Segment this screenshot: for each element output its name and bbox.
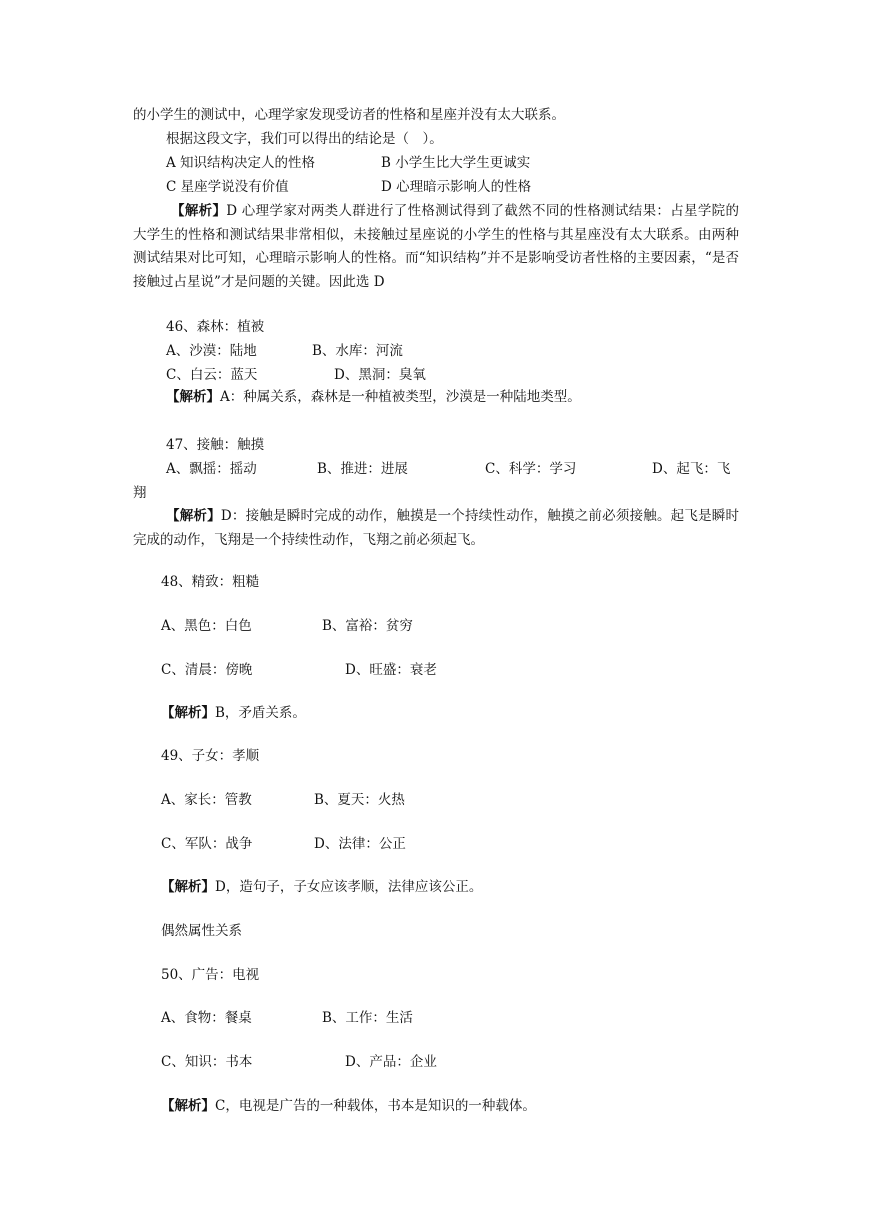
q49-analysis (161, 876, 482, 900)
analysis-tag: 【解析】 (171, 203, 227, 219)
analysis-text: A：种属关系，森林是一种植被类型，沙漠是一种陆地类型。 (220, 389, 581, 405)
q50-option-d: D、产品：企业 (345, 1054, 437, 1070)
q48-analysis (161, 702, 306, 726)
q48-option-d: D、旺盛：衰老 (345, 662, 437, 678)
q50-option-a: A、食物：餐桌 (161, 1010, 252, 1026)
q50-option-c: C、知识：书本 (161, 1054, 253, 1070)
analysis-text: D 心理学家对两类人群进行了性格测试得到了截然不同的性格测试结果：占星学院的大学生的性格和测试结果非常相似，未接触过星座说的小学生的性格与其星座没有太大联系。由两种测试结果对比可知，心理暗示影响人的性格。而“知识结构”并不是影响受访者性格的主要因素，“是否接触过占星说”才是问题的关键。因此选 D (133, 203, 739, 290)
question-49-title: 49、子女：孝顺 (161, 748, 260, 764)
question-48-title: 48、精致：粗糙 (161, 574, 260, 590)
q47-option-a: A、飘摇：摇动 (166, 461, 257, 477)
q47-option-d-continued: 翔 (133, 485, 147, 501)
q47-option-b: B、推进：进展 (317, 461, 408, 477)
q49-option-c: C、军队：战争 (161, 836, 253, 852)
q50-analysis (161, 1095, 536, 1119)
analysis-text: D：接触是瞬时完成的动作，触摸是一个持续性动作，触摸之前必须接触。起飞是瞬时完成的动作，飞翔是一个持续性动作，飞翔之前必须起飞。 (133, 508, 740, 548)
section-heading: 偶然属性关系 (161, 923, 242, 939)
analysis-tag: 【解析】 (166, 389, 220, 405)
option-c: C 星座学说没有价值 (166, 179, 289, 195)
analysis-text: B，矛盾关系。 (215, 705, 306, 721)
analysis-tag: 【解析】 (161, 705, 215, 721)
q47-option-d: D、起飞：飞 (652, 461, 731, 477)
q48-option-b: B、富裕：贫穷 (322, 618, 413, 634)
q49-option-a: A、家长：管教 (161, 792, 252, 808)
intro-text-line: 的小学生的测试中，心理学家发现受访者的性格和星座并没有太大联系。 (133, 107, 565, 123)
option-d: D 心理暗示影响人的性格 (381, 179, 532, 195)
q50-option-b: B、工作：生活 (322, 1010, 413, 1026)
q48-option-c: C、清晨：傍晚 (161, 662, 253, 678)
q46-option-a: A、沙漠：陆地 (166, 343, 257, 359)
question-47-title: 47、接触：触摸 (166, 437, 265, 453)
analysis-text: D，造句子，子女应该孝顺，法律应该公正。 (215, 879, 483, 895)
question-prompt: 根据这段文字，我们可以得出的结论是（ ）。 (166, 131, 443, 147)
analysis-tag: 【解析】 (166, 508, 221, 524)
analysis-tag: 【解析】 (161, 1098, 215, 1114)
q47-option-c: C、科学：学习 (485, 461, 577, 477)
q48-option-a: A、黑色：白色 (161, 618, 252, 634)
q49-option-b: B、夏天：火热 (314, 792, 405, 808)
q49-option-d: D、法律：公正 (314, 836, 406, 852)
analysis-text: C，电视是广告的一种载体，书本是知识的一种载体。 (215, 1098, 536, 1114)
question-46-title: 46、森林：植被 (166, 319, 265, 335)
question-50-title: 50、广告：电视 (161, 967, 260, 983)
q46-analysis (166, 386, 581, 410)
q46-option-d: D、黑洞：臭氧 (334, 367, 426, 383)
q47-analysis (133, 505, 739, 552)
analysis-tag: 【解析】 (161, 879, 215, 895)
q46-option-c: C、白云：蓝天 (166, 367, 258, 383)
option-a: A 知识结构决定人的性格 (166, 155, 316, 171)
q46-option-b: B、水库：河流 (312, 343, 403, 359)
analysis-paragraph (133, 200, 739, 294)
option-b: B 小学生比大学生更诚实 (381, 155, 531, 171)
